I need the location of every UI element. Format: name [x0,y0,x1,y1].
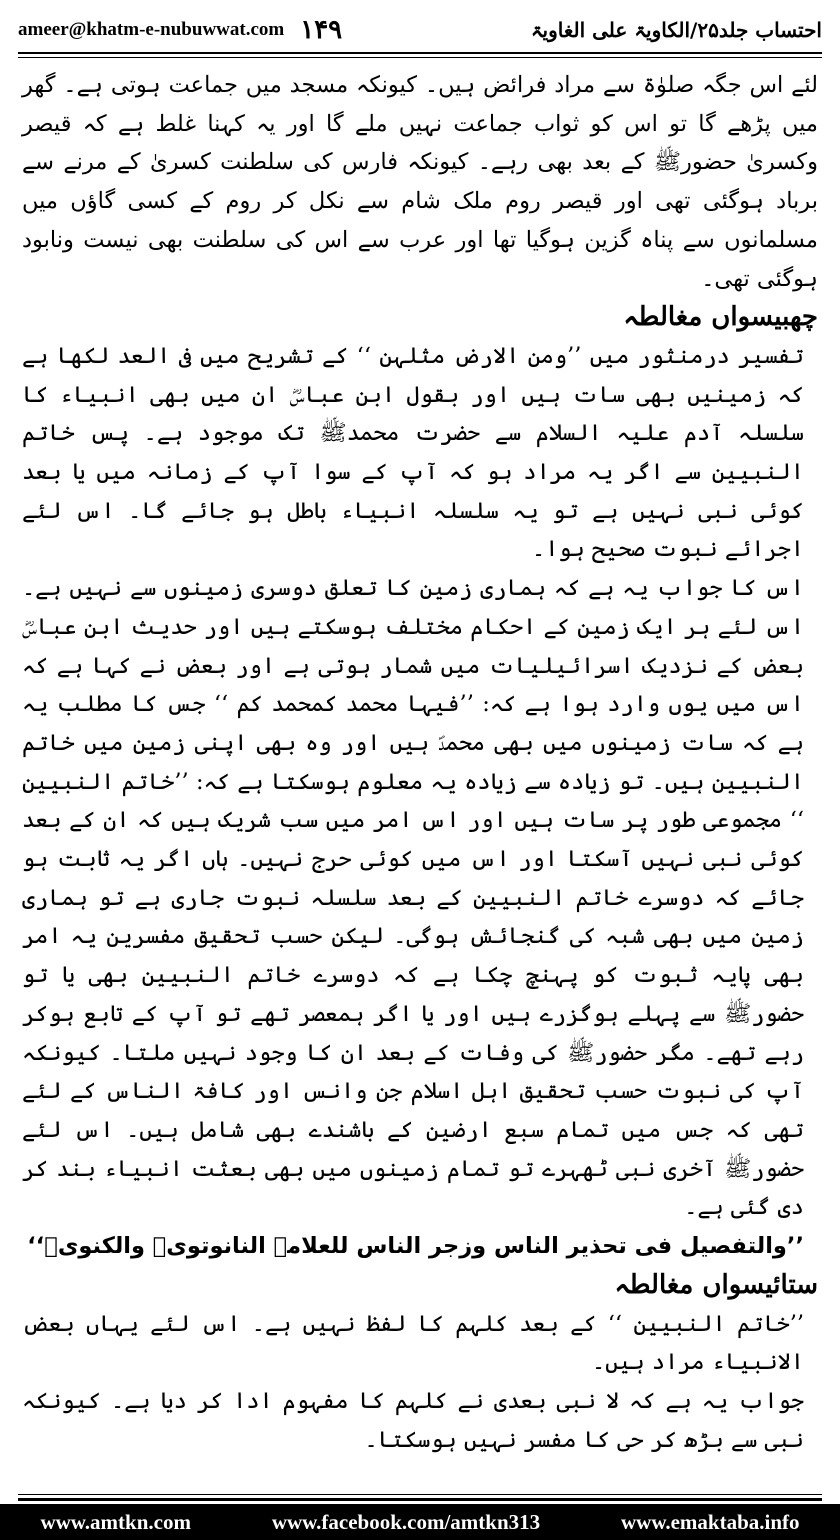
footer-link-facebook[interactable]: www.facebook.com/amtkn313 [271,1509,541,1534]
paragraph-objection-26: تفسیر درمنثور میں ’’ومن الارض مثلہن ‘‘ کے تشریح میں فی العد لکھا ہے کہ زمینیں بھی سات ہیں اور بقول ابن عباسؓ ان میں بھی انبیاء کا سلسلہ آدم علیہ السلام سے حضرت محمدﷺ تک موجود ہے۔ پس خاتم النبیین سے اگر یہ مراد ہو کہ آپ کے سوا آپ کے زمانہ میں یا بعد کوئی نبی نہیں ہے تو یہ سلسلہ انبیاء باطل ہو جائے گا۔ اس لئے اجرائے نبوت صحیح ہوا۔ [22,342,804,563]
page-header [18,12,822,48]
footer-bar [0,1504,840,1540]
header-left [18,15,342,45]
section-heading-27: ستائیسواں مغالطہ [614,1269,818,1300]
footer-rule-thin [18,1494,822,1495]
header-rule-top [18,52,822,54]
header-rule-bottom [18,57,822,58]
page-body [22,66,818,1459]
footer-link-amtkn[interactable]: www.amtkn.com [40,1509,191,1534]
arabic-reference: ’’والتفصیل فی تحذیر الناس وزجر الناس للعلامۃ النانوتویؒ والکنویؒ‘‘ [27,1233,804,1260]
paragraph-answer-27: جواب یہ ہے کہ لا نبی بعدی نے کلہم کا مفہوم ادا کر دیا ہے۔ کیونکہ نبی سے بڑھ کر حی کا مفسر نہیں ہوسکتا۔ [22,1387,804,1453]
footer-link-emaktaba[interactable]: www.emaktaba.info [621,1509,800,1534]
page-number: ۱۴۹ [300,15,343,45]
paragraph-intro: لئے اس جگہ صلوٰۃ سے مراد فرائض ہیں۔ کیونکہ مسجد میں جماعت ہوتی ہے۔ گھر میں پڑھے گا تو اس کو ثواب جماعت نہیں ملے گا اور یہ کہنا غلط ہے کہ قیصر وکسریٰ حضورﷺ کے بعد بھی رہے۔ کیونکہ فارس کی سلطنت کسریٰ کے مرنے سے برباد ہوگئی تھی اور قیصر روم ملک شام سے نکل کر روم کے کسی گاؤں میں مسلمانوں سے پناہ گزین ہوگیا تھا اور عرب سے اس کی سلطنت بھی نیست ونابود ہوگئی تھی۔ [22,72,818,292]
footer-rule-thick [18,1498,822,1501]
paragraph-answer-26: اس کا جواب یہ ہے کہ ہماری زمین کا تعلق دوسری زمینوں سے نہیں ہے۔ اس لئے ہر ایک زمین کے احکام مختلف ہوسکتے ہیں اور حدیث ابن عباسؓ بعض کے نزدیک اسرائیلیات میں شمار ہوتی ہے اور بعض نے کہا ہے کہ اس میں یوں وارد ہوا ہے کہ: ’’فیہا محمد کمحمد کم ‘‘ جس کا مطلب یہ ہے کہ سات زمینوں میں بھی محمدؐ ہیں اور وہ بھی اپنی زمین میں خاتم النبیین ہیں۔ تو زیادہ سے زیادہ یہ معلوم ہوسکتا ہے کہ: ’’خاتم النبیین ‘‘ مجموعی طور پر سات ہیں اور اس امر میں سب شریک ہیں کہ ان کے بعد کوئی نبی نہیں آسکتا اور اس میں کوئی حرج نہیں۔ ہاں اگر یہ ثابت ہو جائے کہ دوسرے خاتم النبیین کے بعد سلسلہ نبوت جاری ہے تو ہماری زمین میں بھی شبہ کی گنجائش ہوگی۔ لیکن حسب تحقیق مفسرین یہ امر بھی پایہ ثبوت کو پہنچ چکا ہے کہ دوسرے خاتم النبیین بھی یا تو حضورﷺ سے پہلے ہوگزرے ہیں اور یا اگر ہمعصر تھے تو آپ کے تابع ہوکر رہے تھے۔ مگر حضورﷺ کی وفات کے بعد ان کا وجود نہیں ملتا۔ کیونکہ آپ کی نبوت حسب تحقیق اہل اسلام جن وانس اور کافۃ الناس کے لئے تھی کہ جس میں تمام سبع ارضین کے باشندے بھی شامل ہیں۔ اس لئے حضورﷺ آخری نبی ٹھہرے تو تمام زمینوں میں بھی بعثت انبیاء بند کر دی گئی ہے۔ [22,575,804,1221]
book-title: احتساب جلد۲۵/الکاویۃ علی الغاویۃ [530,18,822,42]
header-email[interactable]: ameer@khatm-e-nubuwwat.com [18,19,285,40]
section-heading-26: چھبیسواں مغالطہ [623,302,818,333]
paragraph-objection-27: ’’خاتم النبیین ‘‘ کے بعد کلہم کا لفظ نہیں ہے۔ اس لئے یہاں بعض الانبیاء مراد ہیں۔ [22,1310,804,1376]
